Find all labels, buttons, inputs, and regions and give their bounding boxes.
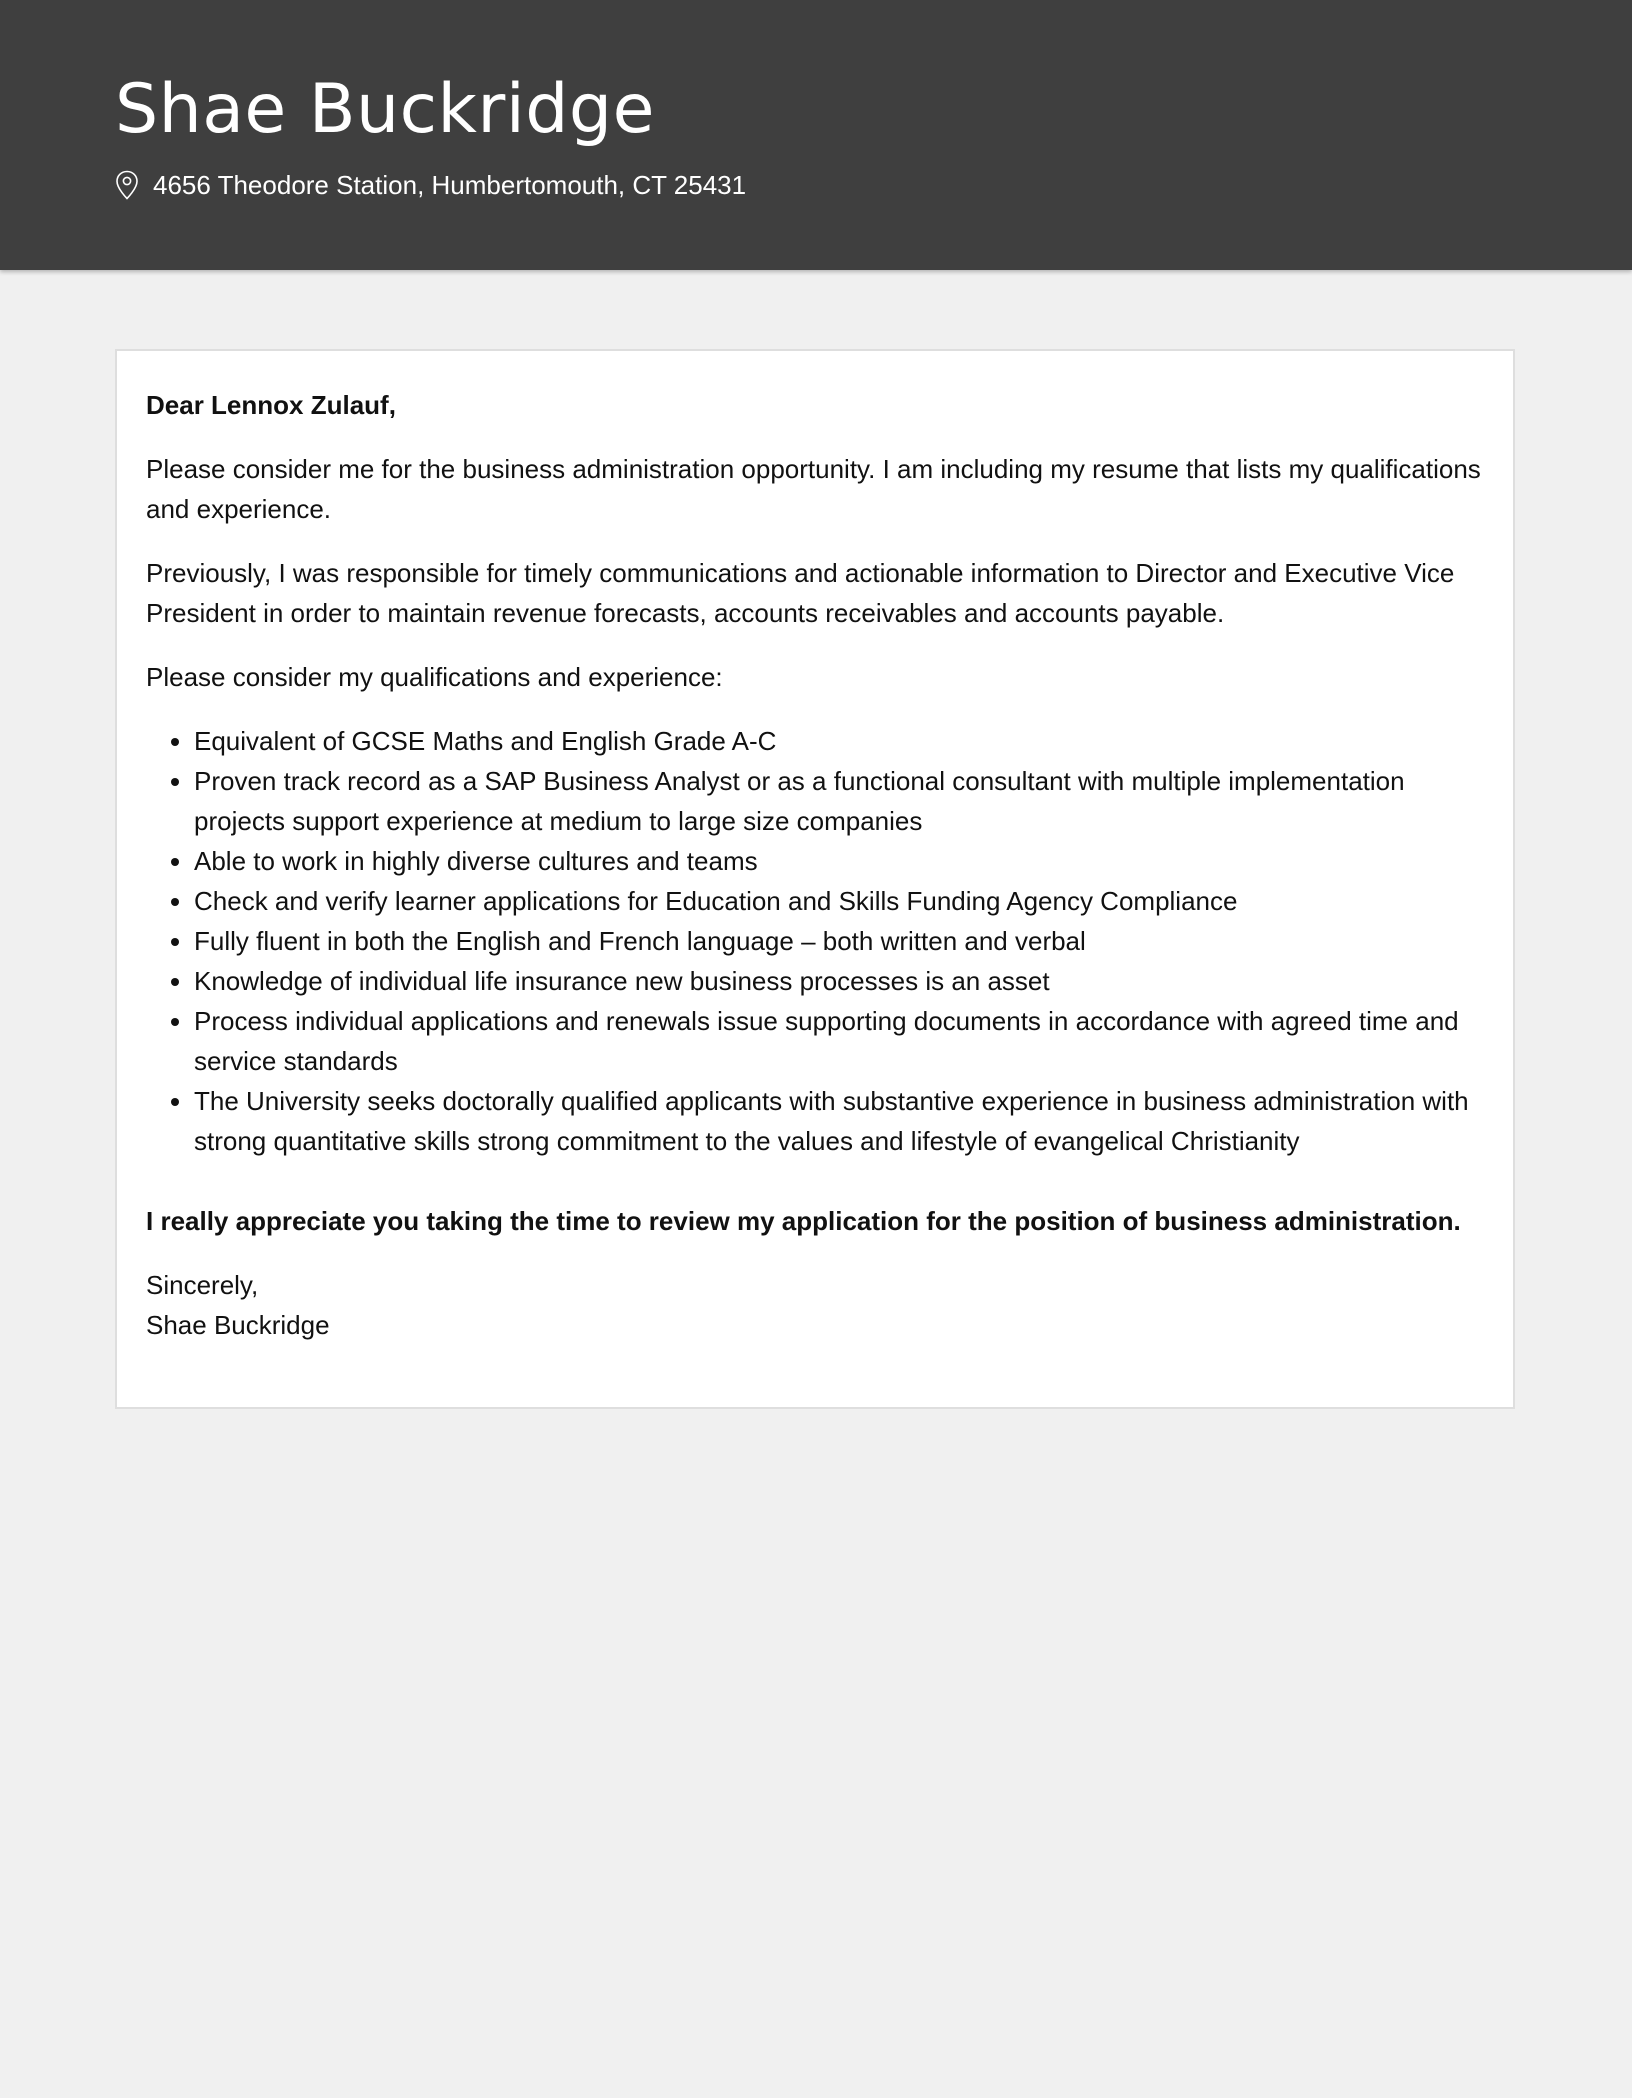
letter-paragraph: Previously, I was responsible for timely communications and actionable information to Director and Executive Vice President in order to maintain revenue forecasts, accounts receivables and accounts payable. [146,558,1455,628]
address-text: 4656 Theodore Station, Humbertomouth, CT 25431 [153,169,747,200]
qualification-item: • Equivalent of GCSE Maths and English Grade A-C [194,721,1484,761]
signature-name: Shae Buckridge [146,1310,330,1340]
header-banner [0,0,1632,270]
qualification-item: • Fully fluent in both the English and French language – both written and verbal [194,921,1484,961]
qualifications-list [146,721,1484,1161]
qualification-item: • Proven track record as a SAP Business Analyst or as a functional consultant with multiple implementation projects support experience at medium to large size companies [194,761,1484,841]
qualification-item: • Process individual applications and renewals issue supporting documents in accordance with agreed time and service standards [194,1001,1484,1081]
qualification-item: • Able to work in highly diverse cultures and teams [194,841,1484,881]
location-pin-icon [115,170,139,200]
qualification-item: • Knowledge of individual life insurance new business processes is an asset [194,961,1484,1001]
cover-letter-card [115,349,1515,1409]
letter-closing: I really appreciate you taking the time to review my application for the position of business administration. [146,1206,1461,1236]
letter-paragraph: Please consider my qualifications and experience: [146,662,723,692]
applicant-name: Shae Buckridge [115,70,655,149]
letter-greeting: Dear Lennox Zulauf, [146,390,396,420]
letter-paragraph: Please consider me for the business administration opportunity. I am including my resume that lists my qualifications and experience. [146,454,1481,524]
letter-signoff [146,1265,1484,1345]
signoff-text: Sincerely, [146,1270,259,1300]
address-line [115,164,746,206]
qualification-item: • Check and verify learner applications for Education and Skills Funding Agency Compliance [194,881,1484,921]
qualification-item: • The University seeks doctorally qualified applicants with substantive experience in business administration with strong quantitative skills strong commitment to the values and lifestyle of evangelical Christianity [194,1081,1484,1161]
